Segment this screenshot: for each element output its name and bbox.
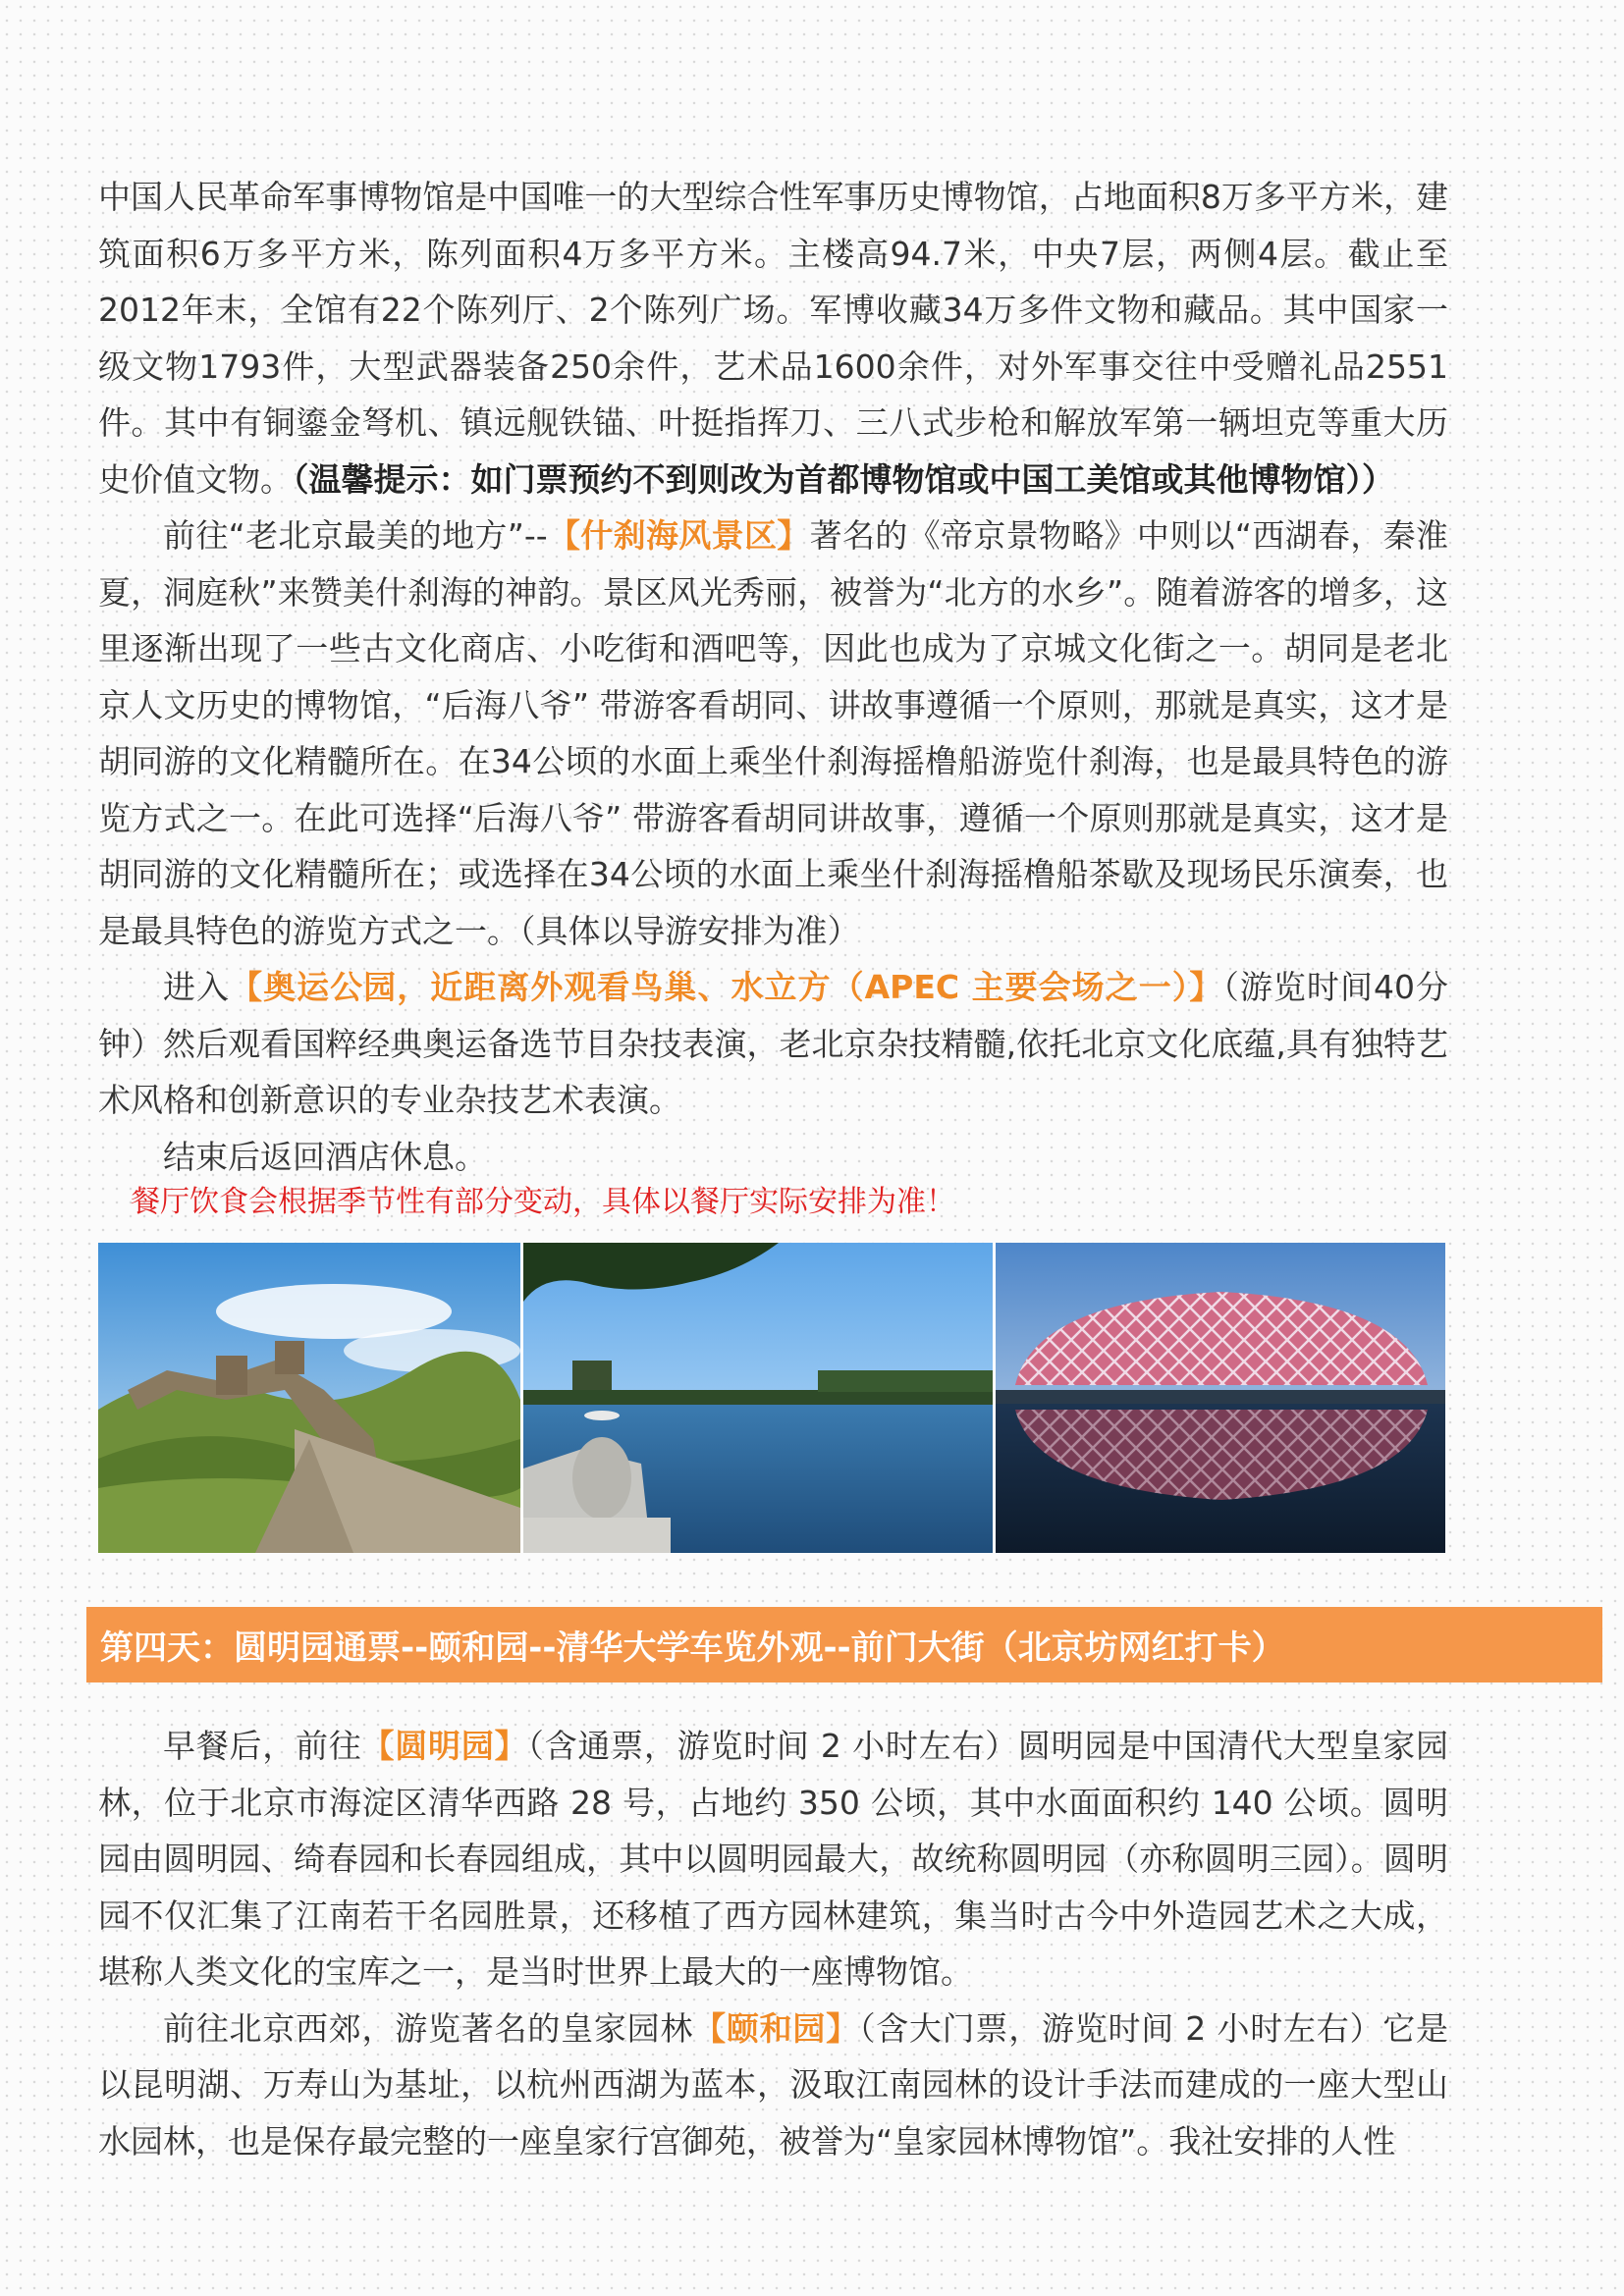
yuanmingyuan-highlight: 【圆明园】 (361, 1727, 528, 1765)
birds-nest-photo (996, 1243, 1445, 1553)
great-wall-photo (98, 1243, 520, 1553)
shichahai-intro: 前往“老北京最美的地方”-- (163, 516, 548, 555)
summer-palace-text: （含大门票，游览时间 2 小时左右）它是以昆明湖、万寿山为基址，以杭州西湖为蓝本，汲取江南园林的设计手法而建成的一座大型山水园林，也是保存最完整的一座皇家行宫御苑，被誉为“皇家园林博物馆”。我社安排的人性 (98, 2008, 1449, 2161)
olympic-text: （游览时间40分钟）然后观看国粹经典奥运备选节目杂技表演，老北京杂技精髓,依托北京文化底蕴,具有独特艺术风格和创新意识的专业杂技艺术表演。 (98, 968, 1448, 1119)
yuanmingyuan-intro: 早餐后，前往 (163, 1727, 362, 1765)
museum-text: 中国人民革命军事博物馆是中国唯一的大型综合性军事历史博物馆，占地面积8万多平方米，建筑面积6万多平方米，陈列面积4万多平方米。主楼高94.7米，中央7层，两侧4层。截止至2012年末，全馆有22个陈列厅、2个陈列广场。军博收藏34万多件文物和藏品。其中国家一级文物1793件，大型武器装备250余件，艺术品1600余件，对外军事交往中受赠礼品2551件。其中有铜鎏金弩机、镇远舰铁锚、叶挺指挥刀、三八式步枪和解放军第一辆坦克等重大历史价值文物。 (98, 178, 1448, 499)
shichahai-paragraph (98, 507, 1448, 959)
shichahai-highlight: 【什刹海风景区】 (547, 516, 810, 555)
shichahai-text: 著名的《帝京景物略》中则以“西湖春，秦淮夏，洞庭秋”来赞美什刹海的神韵。景区风光秀丽，被誉为“北方的水乡”。随着游客的增多，这里逐渐出现了一些古文化商店、小吃街和酒吧等，因此也成为了京城文化街之一。胡同是老北京人文历史的博物馆，“后海八爷” 带游客看胡同、讲故事遵循一个原则，那就是真实，这才是胡同游的文化精髓所在。在34公顷的水面上乘坐什刹海摇橹船游览什刹海，也是最具特色的游览方式之一。在此可选择“后海八爷” 带游客看胡同讲故事，遵循一个原则那就是真实，这才是胡同游的文化精髓所在；或选择在34公顷的水面上乘坐什刹海摇橹船茶歇及现场民乐演奏，也是最具特色的游览方式之一。（具体以导游安排为准） (98, 516, 1448, 950)
museum-paragraph (98, 169, 1448, 507)
olympic-paragraph (98, 959, 1448, 1129)
return-hotel-paragraph (98, 1129, 1448, 1186)
olympic-highlight: 【奥运公园，近距离外观看鸟巢、水立方（APEC 主要会场之一）】 (230, 968, 1223, 1006)
return-hotel-text: 结束后返回酒店休息。 (163, 1137, 487, 1176)
photo-strip (98, 1243, 1445, 1553)
olympic-intro: 进入 (163, 968, 231, 1006)
yuanmingyuan-paragraph (98, 1718, 1448, 2001)
birds-nest-image (996, 1243, 1445, 1553)
summer-palace-intro: 前往北京西郊，游览著名的皇家园林 (163, 2008, 694, 2048)
day4-banner: 第四天：圆明园通票--颐和园--清华大学车览外观--前门大街（北京坊网红打卡） (86, 1607, 1602, 1682)
great-wall-image (98, 1243, 520, 1553)
section-day4-body (98, 1718, 1448, 2169)
section-day3-body (98, 169, 1448, 1185)
shichahai-image (523, 1243, 993, 1553)
summer-palace-highlight: 【颐和园】 (693, 2008, 859, 2048)
dining-notice: 餐厅饮食会根据季节性有部分变动，具体以餐厅实际安排为准！ (131, 1185, 955, 1219)
shichahai-photo (523, 1243, 993, 1553)
museum-tip: （温馨提示：如门票预约不到则改为首都博物馆或中国工美馆或其他博物馆）） (293, 459, 1394, 499)
summer-palace-paragraph (98, 2001, 1448, 2170)
yuanmingyuan-text: （含通票，游览时间 2 小时左右）圆明园是中国清代大型皇家园林，位于北京市海淀区清华西路 28 号，占地约 350 公顷，其中水面面积约 140 公顷。圆明园由圆明园、绮春园和长春园组成，其中以圆明园最大，故统称圆明园（亦称圆明三园）。圆明园不仅汇集了江南若干名园胜景，还移植了西方园林建筑，集当时古今中外造园艺术之大成，堪称人类文化的宝库之一，是当时世界上最大的一座博物馆。 (98, 1727, 1449, 1991)
